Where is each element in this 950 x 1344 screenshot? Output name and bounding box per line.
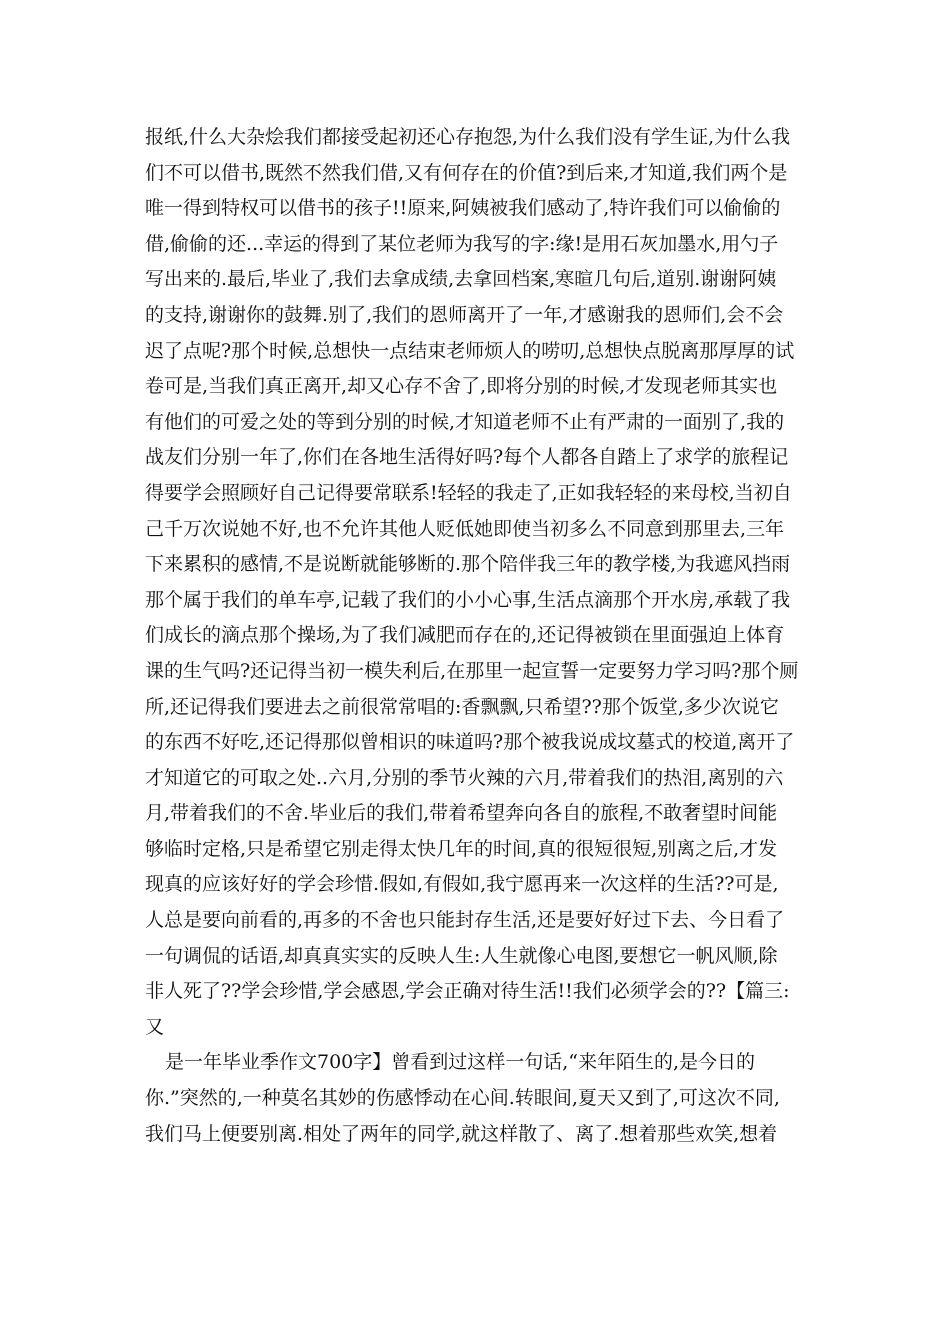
text-line: 现真的应该好好的学会珍惜.假如,有假如,我宁愿再来一次这样的生活??可是, (145, 873, 779, 896)
text-line: 有他们的可爱之处的等到分别的时候,才知道老师不止有严肃的一面别了,我的 (145, 410, 785, 433)
text-line: 你.”突然的,一种莫名其妙的伤感悸动在心间.转眼间,夏天又到了,可这次不同, (145, 1087, 780, 1110)
text-line: 是一年毕业季作文700字】曾看到过这样一句话,“来年陌生的,是今日的 (165, 1051, 756, 1074)
text-line: 战友们分别一年了,你们在各地生活得好吗?每个人都各自踏上了求学的旅程记 (145, 446, 789, 469)
text-line: 非人死了??学会珍惜,学会感恩,学会正确对待生活!!我们必须学会的??【篇三: (145, 980, 790, 1003)
text-line: 迟了点呢?那个时候,总想快一点结束老师烦人的唠叨,总想快点脱离那厚厚的试 (145, 339, 795, 362)
text-line: 的东西不好吃,还记得那似曾相识的味道吗?那个被我说成坟墓式的校道,离开了 (145, 731, 795, 754)
text-line: 们不可以借书,既然不然我们借,又有何存在的价值?到后来,才知道,我们两个是 (145, 161, 788, 184)
text-line: 唯一得到特权可以借书的孩子!!原来,阿姨被我们感动了,特许我们可以偷偷的 (145, 197, 781, 220)
text-line: 我们马上便要别离.相处了两年的同学,就这样散了、离了.想着那些欢笑,想着 (145, 1122, 778, 1145)
text-line: 一句调侃的话语,却真真实实的反映人生:人生就像心电图,要想它一帆风顺,除 (145, 944, 778, 967)
text-line: 卷可是,当我们真正离开,却又心存不舍了,即将分别的时候,才发现老师其实也 (145, 375, 778, 398)
text-line: 己千万次说她不好,也不允许其他人贬低她即使当初多么不同意到那里去,三年 (145, 517, 785, 540)
text-line: 的支持,谢谢你的鼓舞.别了,我们的恩师离开了一年,才感谢我的恩师们,会不会 (145, 303, 784, 326)
essay-body (145, 120, 825, 1152)
text-line: 所,还记得我们要进去之前很常常唱的:香飘飘,只希望??那个饭堂,多少次说它 (145, 695, 779, 718)
text-line: 借,偷偷的还...幸运的得到了某位老师为我写的字:缘!是用石灰加墨水,用勺子 (145, 232, 779, 255)
text-line: 得要学会照顾好自己记得要常联系!轻轻的我走了,正如我轻轻的来母校,当初自 (145, 481, 792, 504)
text-line: 月,带着我们的不舍.毕业后的我们,带着希望奔向各自的旅程,不敢奢望时间能 (145, 802, 778, 825)
text-line: 那个属于我们的单车亭,记载了我们的小小心事,生活点滴那个开水房,承载了我 (145, 588, 791, 611)
text-line: 又 (145, 1015, 165, 1038)
text-line: 报纸,什么大杂烩我们都接受起初还心存抱怨,为什么我们没有学生证,为什么我 (145, 126, 791, 148)
text-line: 才知道它的可取之处..六月,分别的季节火辣的六月,带着我们的热泪,离别的六 (145, 766, 784, 789)
text-line: 课的生气吗?还记得当初一模失利后,在那里一起宣誓一定要努力学习吗?那个厕 (145, 659, 799, 682)
text-line: 们成长的滴点那个操场,为了我们减肥而存在的,还记得被锁在里面强迫上体育 (145, 624, 785, 647)
text-line: 人总是要向前看的,再多的不舍也只能封存生活,还是要好好过下去、今日看了 (145, 909, 785, 932)
text-line: 够临时定格,只是希望它别走得太快几年的时间,真的很短很短,别离之后,才发 (145, 837, 778, 860)
text-line: 下来累积的感情,不是说断就能够断的.那个陪伴我三年的教学楼,为我遮风挡雨 (145, 553, 791, 576)
text-line: 写出来的.最后,毕业了,我们去拿成绩,去拿回档案,寒暄几句后,道别.谢谢阿姨 (145, 268, 777, 291)
